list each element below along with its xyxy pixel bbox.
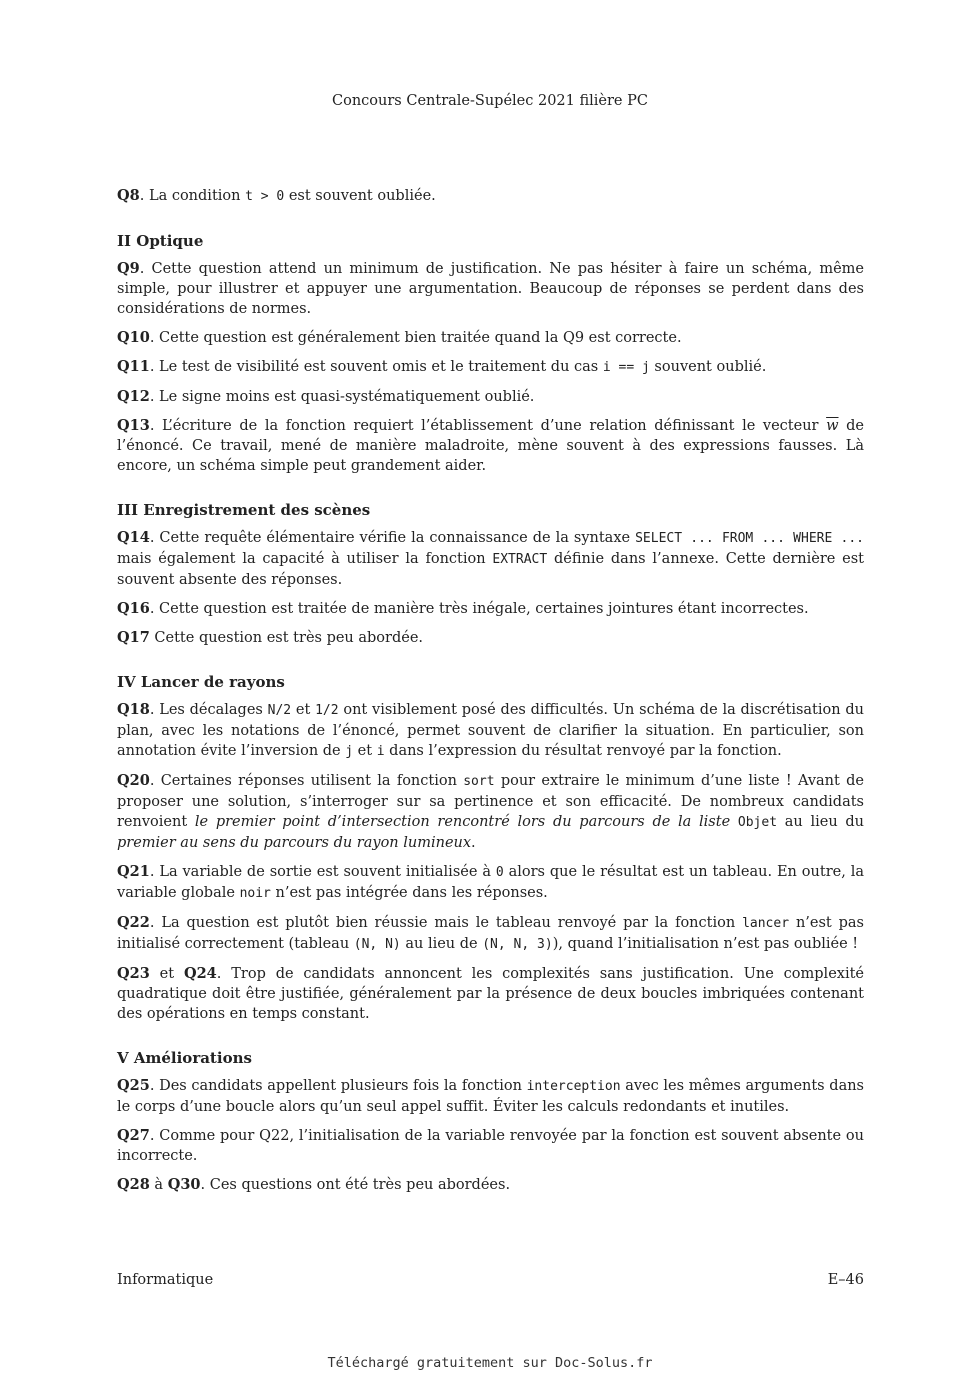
q11-code: i == j [602,360,650,375]
q13-text: . L’écriture de la fonction requiert l’établissement d’une relation définissant le vecteur [149,418,827,434]
q23-label: Q23 [117,965,150,982]
q11-text-2: souvent oublié. [649,359,767,375]
q17-paragraph [117,628,864,648]
q25-paragraph [117,1076,864,1117]
section-heading-lancer-rayons: IV Lancer de rayons [117,673,285,691]
q20-text-4: au lieu du [777,814,864,830]
q8-code: t > 0 [245,189,285,204]
q9-text: . Cette question attend un minimum de justification. Ne pas hésiter à faire un schéma, même simple, pour illustrer et appuyer une argumentation. Beaucoup de réponses se perdent dans des considérations de normes. [117,261,864,317]
q13-text-2: de l’énoncé. Ce travail, mené de manière maladroite, mène souvent à des expressions fausses. Là encore, un schéma simple peut grandement aider. [117,418,864,474]
q24-label: Q24 [183,965,217,982]
q22-text-2: n’est pas initialisé correctement (tableau [117,915,864,952]
q25-text: . Des candidats appellent plusieurs fois la fonction [149,1078,527,1094]
q20-text-5: . [471,835,476,851]
q18-code-half: 1/2 [315,703,339,718]
q22-code-lancer: lancer [742,916,790,931]
q23-text-2: . Trop de candidats annoncent les complexités sans justification. Une complexité quadratique doit être justifiée, généralement par la présence de deux boucles imbriquées contenant des opérations en temps constant. [117,966,864,1022]
q20-text-2: pour extraire le minimum d’une liste ! Avant de proposer une solution, s’interroger sur sa pertinence et son efficacité. De nombreux candidats renvoient [117,773,865,830]
q20-code-objet: Objet [737,815,778,830]
q20-code-sort: sort [463,774,495,789]
q13-label: Q13 [117,417,150,434]
section-heading-ameliorations: V Améliorations [117,1049,252,1067]
q23-q24-paragraph [117,964,864,1024]
q22-label: Q22 [117,914,150,931]
q28-text-2: . Ces questions ont été très peu abordées. [200,1177,511,1193]
q9-paragraph [117,259,864,319]
q9-label: Q9 [117,260,140,277]
q16-paragraph [117,599,864,619]
q18-code-i: i [376,744,385,759]
q18-code-j: j [345,744,354,759]
q13-paragraph [117,416,864,476]
q10-text: . Cette question est généralement bien traitée quand la Q9 est correcte. [149,330,682,346]
q8-label: Q8 [117,187,140,204]
q28-text: à [149,1177,168,1193]
q27-text: . Comme pour Q22, l’initialisation de la variable renvoyée par la fonction est souvent absente ou incorrecte. [117,1128,864,1164]
q12-text: . Le signe moins est quasi-systématiquement oublié. [149,389,535,405]
q14-code-select: SELECT ... FROM ... WHERE ... [635,531,864,546]
q18-text: . Les décalages [149,702,268,718]
q10-label: Q10 [117,329,150,346]
footer-page-number: E–46 [827,1272,864,1288]
q8-paragraph [117,186,864,207]
q20-paragraph [117,771,864,853]
page-header: Concours Centrale-Supélec 2021 filière PC [332,93,648,109]
q10-paragraph [117,328,864,348]
q21-text-2: alors que le résultat est un tableau. En outre, la variable globale [117,864,864,901]
q18-paragraph [117,700,864,762]
q21-text: . La variable de sortie est souvent initialisée à [149,864,496,880]
q14-text-2: mais également la capacité à utiliser la fonction [117,551,493,567]
report-body [117,186,864,1204]
q8-text: . La condition [139,188,246,204]
footer-subject: Informatique [117,1272,214,1288]
q20-label: Q20 [117,772,150,789]
q18-text-5: dans l’expression du résultat renvoyé par la fonction. [384,743,782,759]
q12-paragraph [117,387,864,407]
q14-text-3: définie dans l’annexe. Cette dernière est souvent absente des réponses. [117,551,864,588]
q23-text: et [149,966,184,982]
q20-text: . Certaines réponses utilisent la fonction [149,773,464,789]
q22-text-4: ), quand l’initialisation n’est pas oubliée ! [552,936,859,952]
q18-code-n2: N/2 [267,703,292,718]
q18-text-4: et [353,743,377,759]
download-notice: Téléchargé gratuitement sur Doc-Solus.fr [327,1355,653,1371]
q22-paragraph [117,913,864,955]
q17-label: Q17 [117,629,150,646]
q14-label: Q14 [117,529,150,546]
q22-text-3: au lieu de [400,936,483,952]
q27-paragraph [117,1126,864,1166]
q30-label: Q30 [167,1176,201,1193]
q18-text-2: et [291,702,316,718]
q22-code-nn: (N, N) [353,937,401,952]
q22-text: . La question est plutôt bien réussie mais le tableau renvoyé par la fonction [149,915,743,931]
q28-q30-paragraph [117,1175,864,1195]
q20-emphasis-1: le premier point d’intersection rencontré lors du parcours de la liste [194,814,731,830]
q8-text-2: est souvent oubliée. [284,188,436,204]
q12-label: Q12 [117,388,150,405]
q14-code-extract: EXTRACT [492,552,548,567]
section-heading-enregistrement: III Enregistrement des scènes [117,501,371,519]
q20-text-3 [730,814,738,830]
q28-label: Q28 [117,1176,150,1193]
q20-emphasis-2: premier au sens du parcours du rayon lumineux [117,835,472,851]
q27-label: Q27 [117,1127,150,1144]
q25-label: Q25 [117,1077,150,1094]
q13-vector-w: $\overline{w}$ [826,418,839,434]
q11-text: . Le test de visibilité est souvent omis et le traitement du cas [149,359,603,375]
q22-code-nn3: (N, N, 3) [482,937,553,952]
q17-text: Cette question est très peu abordée. [149,630,424,646]
q11-label: Q11 [117,358,150,375]
q14-paragraph [117,528,864,590]
q21-label: Q21 [117,863,150,880]
q21-code-noir: noir [239,886,271,901]
q21-paragraph [117,862,864,904]
q21-text-3: n’est pas intégrée dans les réponses. [270,885,548,901]
q25-code-interception: interception [526,1079,621,1094]
section-heading-optique: II Optique [117,232,204,250]
q14-text: . Cette requête élémentaire vérifie la connaissance de la syntaxe [149,530,636,546]
q25-text-2: avec les mêmes arguments dans le corps d’une boucle alors qu’un seul appel suffit. Éviter les calculs redondants et inutiles. [117,1078,865,1115]
q16-text: . Cette question est traitée de manière très inégale, certaines jointures étant incorrectes. [149,601,809,617]
q18-label: Q18 [117,701,150,718]
q16-label: Q16 [117,600,150,617]
q11-paragraph [117,357,864,378]
q18-text-3: ont visiblement posé des difficultés. Un schéma de la discrétisation du plan, avec les notations de l’énoncé, permet souvent de clarifier la situation. En particulier, son annotation évite l’inversion de [117,702,864,759]
q21-code-zero: 0 [495,865,504,880]
